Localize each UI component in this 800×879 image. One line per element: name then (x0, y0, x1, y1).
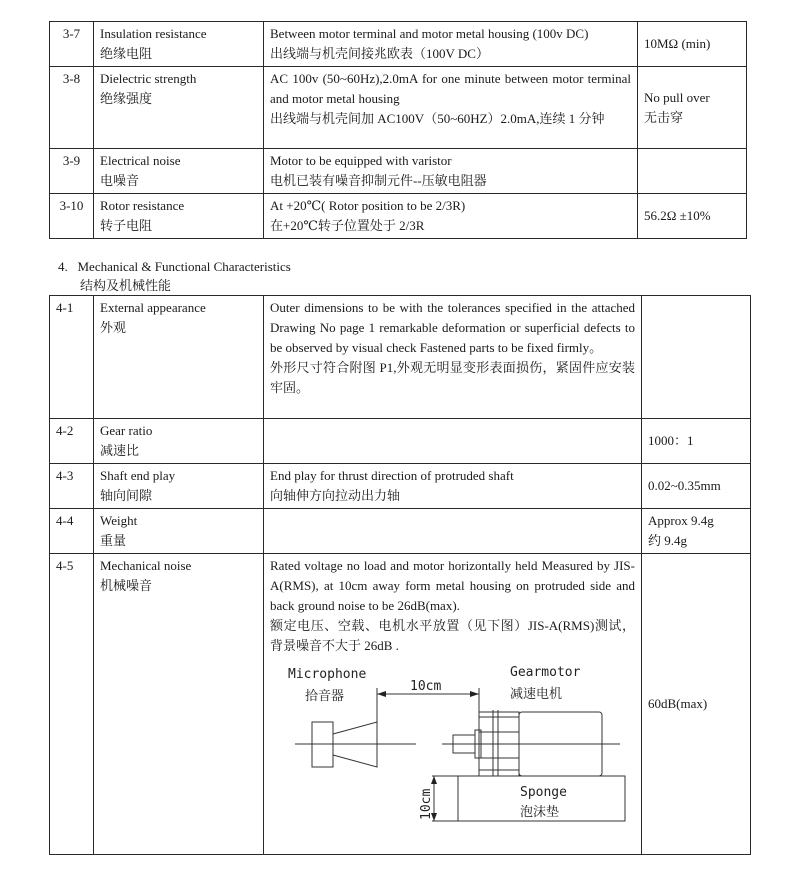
item-name: Weight 重量 (94, 509, 264, 554)
microphone-label-cn: 拾音器 (305, 689, 345, 704)
gearmotor-label-cn: 减速电机 (510, 687, 563, 702)
item-description: At +20℃( Rotor position to be 2/3R) 在+20℃转子位置处于 2/3R (264, 194, 638, 239)
item-name: External appearance 外观 (94, 296, 264, 419)
item-value: 60dB(max) (642, 554, 751, 855)
table-row (50, 419, 751, 464)
item-number: 4-4 (50, 509, 94, 554)
item-description (264, 419, 642, 464)
gearmotor-label: Gearmotor (510, 665, 581, 680)
item-name: Gear ratio 减速比 (94, 419, 264, 464)
arrowhead-left (377, 691, 386, 697)
item-value (642, 296, 751, 419)
item-description (264, 509, 642, 554)
item-number: 3-10 (50, 194, 94, 239)
item-description: Outer dimensions to be with the tolerances specified in the attached Drawing No page 1 remarkable deformation or superficial defects to be observed by visual check Fastened parts to be fixed firmly。 外形尺寸符合附图 P1,外观无明显变形表面损伤，紧固件应安装牢固。 (264, 296, 642, 419)
height-label: 10cm (419, 788, 434, 820)
table-row (50, 22, 747, 67)
electrical-spec-table (49, 21, 747, 239)
item-value: Approx 9.4g 约 9.4g (642, 509, 751, 554)
table-row (50, 194, 747, 239)
item-number: 4-2 (50, 419, 94, 464)
item-value: 10MΩ (min) (638, 22, 747, 67)
item-value: No pull over 无击穿 (638, 67, 747, 149)
item-description: End play for thrust direction of protruded shaft 向轴伸方向拉动出力轴 (264, 464, 642, 509)
sponge-label: Sponge (520, 785, 567, 800)
table-row (50, 464, 751, 509)
item-name: Dielectric strength 绝缘强度 (94, 67, 264, 149)
table-row (50, 149, 747, 194)
section-title-cn: 结构及机械性能 (80, 278, 172, 293)
table-row (50, 554, 751, 855)
mechanical-spec-table (49, 295, 751, 855)
item-description: Between motor terminal and motor metal housing (100v DC) 出线端与机壳间接兆欧表（100V DC） (264, 22, 638, 67)
item-name: Electrical noise 电噪音 (94, 149, 264, 194)
item-value (638, 149, 747, 194)
item-value: 0.02~0.35mm (642, 464, 751, 509)
section-heading (58, 257, 291, 295)
item-value: 56.2Ω ±10% (638, 194, 747, 239)
item-number: 4-3 (50, 464, 94, 509)
item-number: 3-7 (50, 22, 94, 67)
item-name: Rotor resistance 转子电阻 (94, 194, 264, 239)
item-name: Shaft end play 轴向间隙 (94, 464, 264, 509)
item-name: Insulation resistance 绝缘电阻 (94, 22, 264, 67)
item-name: Mechanical noise 机械噪音 (94, 554, 264, 855)
distance-label: 10cm (410, 679, 442, 694)
table-row (50, 67, 747, 149)
microphone-label: Microphone (288, 667, 367, 682)
item-description: Motor to be equipped with varistor 电机已装有噪音抑制元件--压敏电阻器 (264, 149, 638, 194)
section-title-en: 4. Mechanical & Functional Characteristics (58, 259, 291, 274)
noise-test-diagram (270, 662, 635, 852)
item-number: 3-8 (50, 67, 94, 149)
sponge-label-cn: 泡沫垫 (520, 805, 560, 820)
item-number: 4-1 (50, 296, 94, 419)
item-description: Rated voltage no load and motor horizontally held Measured by JIS-A(RMS), at 10cm away form metal housing on protruded side and back ground noise to be 26dB(max). 额定电压、空载、电机水平放置（见下图）JIS-A(RMS)测试，背景噪音不大于 26dB . Microphone 拾音器 10cm Gearmotor 减速电机 Sponge 泡沫垫 10cm (264, 554, 642, 855)
table-row (50, 296, 751, 419)
table-row (50, 509, 751, 554)
item-number: 4-5 (50, 554, 94, 855)
item-description: AC 100v (50~60Hz),2.0mA for one minute between motor terminal and motor metal housing 出线端与机壳间加 AC100V（50~60HZ）2.0mA,连续 1 分钟 (264, 67, 638, 149)
item-value: 1000：1 (642, 419, 751, 464)
item-number: 3-9 (50, 149, 94, 194)
arrowhead-up (431, 776, 437, 784)
arrowhead-right (470, 691, 479, 697)
